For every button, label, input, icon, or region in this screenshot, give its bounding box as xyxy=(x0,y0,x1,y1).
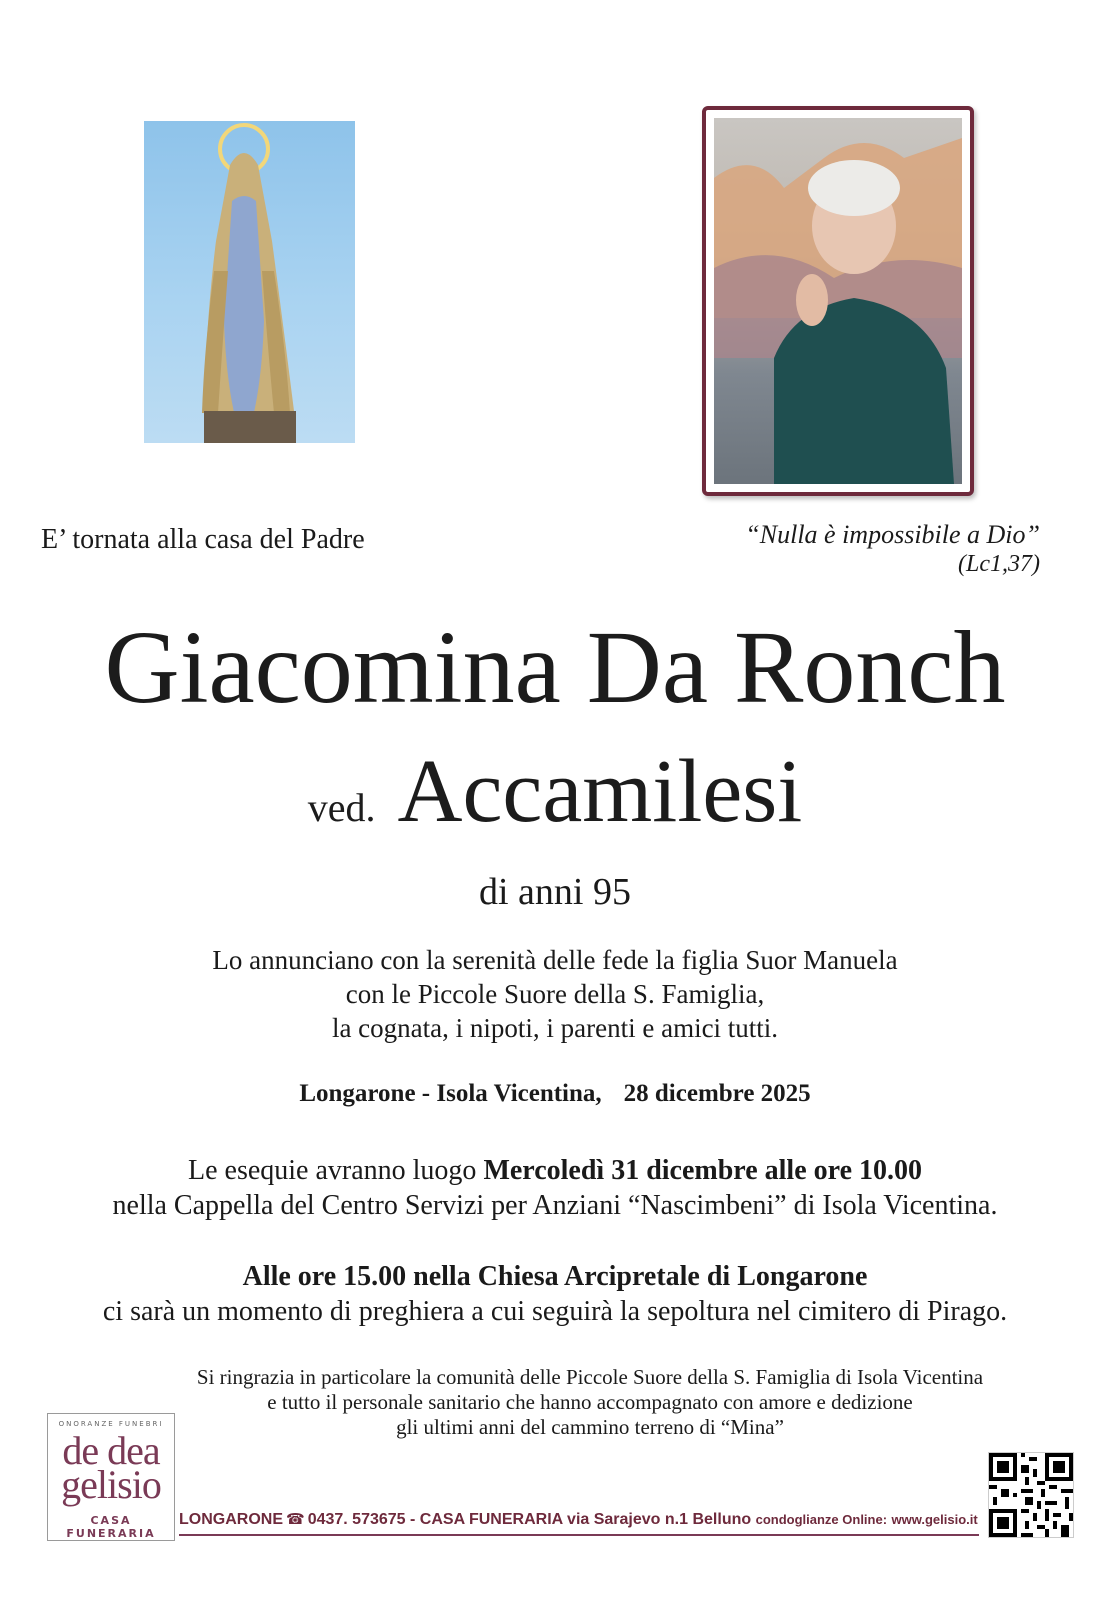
thanks-note xyxy=(70,1365,1110,1440)
announcement-line: Lo annunciano con la serenità delle fede la figlia Suor Manuela xyxy=(212,945,898,975)
place-date xyxy=(0,1080,1110,1108)
thanks-line: Si ringrazia in particolare la comunità delle Piccole Suore della S. Famiglia di Isola Vicentina xyxy=(196,1365,984,1389)
age-line: di anni 95 xyxy=(479,871,631,913)
announcement xyxy=(0,943,1110,1045)
footer-contact-bar xyxy=(179,1508,979,1536)
quote-text: “Nulla è impossibile a Dio” xyxy=(745,520,1040,549)
funeral-info xyxy=(0,1153,1110,1223)
logo-brand-line2: gelisio xyxy=(61,1462,161,1507)
quote-reference: (Lc1,37) xyxy=(958,551,1040,577)
prayer-detail: ci sarà un momento di preghiera a cui seguirà la sepoltura nel cimitero di Pirago. xyxy=(102,1296,1008,1327)
footer-phone: 0437. 573675 xyxy=(307,1511,406,1528)
footer-funeral-home: - CASA FUNERARIA via Sarajevo n.1 xyxy=(410,1511,689,1528)
prayer-info xyxy=(0,1259,1110,1329)
married-surname: Accamilesi xyxy=(397,742,803,841)
intro-line: E’ tornata alla casa del Padre xyxy=(41,524,365,555)
portrait-photo xyxy=(702,106,974,496)
place: Longarone - Isola Vicentina, xyxy=(299,1080,602,1107)
funeral-home-logo xyxy=(47,1413,175,1541)
funeral-intro: Le esequie avranno luogo xyxy=(187,1155,477,1186)
date: 28 dicembre 2025 xyxy=(623,1080,811,1107)
logo-tagline: ONORANZE FUNEBRI xyxy=(58,1420,164,1428)
funeral-when: Mercoledì 31 dicembre alle ore 10.00 xyxy=(483,1155,922,1186)
qr-code[interactable] xyxy=(988,1452,1074,1538)
funeral-where: nella Cappella del Centro Servizi per Anziani “Nascimbeni” di Isola Vicentina. xyxy=(112,1190,998,1221)
madonna-image xyxy=(144,121,355,443)
portrait-photo-image xyxy=(714,118,962,484)
thanks-line: e tutto il personale sanitario che hanno accompagnato con amore e dedizione xyxy=(267,1390,913,1414)
footer-website[interactable]: www.gelisio.it xyxy=(891,1512,978,1527)
thanks-line: gli ultimi anni del cammino terreno di “Mina” xyxy=(396,1415,784,1439)
telephone-icon: ☎ xyxy=(286,1511,305,1528)
deceased-name: Giacomina Da Ronch xyxy=(104,610,1006,725)
footer-city: LONGARONE xyxy=(179,1511,283,1528)
logo-brand-line1: de dea xyxy=(62,1428,160,1473)
footer-condolences-label: condoglianze Online: xyxy=(755,1512,888,1527)
announcement-line: la cognata, i nipoti, i parenti e amici tutti. xyxy=(331,1013,779,1043)
married-name-line xyxy=(0,740,1110,843)
prayer-headline: Alle ore 15.00 nella Chiesa Arcipretale di Longarone xyxy=(242,1261,868,1292)
announcement-line: con le Piccole Suore della S. Famiglia, xyxy=(345,979,765,1009)
logo-subtitle: CASA FUNERARIA xyxy=(66,1514,156,1540)
married-prefix: ved. xyxy=(307,785,376,830)
footer-city2: Belluno xyxy=(692,1511,752,1528)
